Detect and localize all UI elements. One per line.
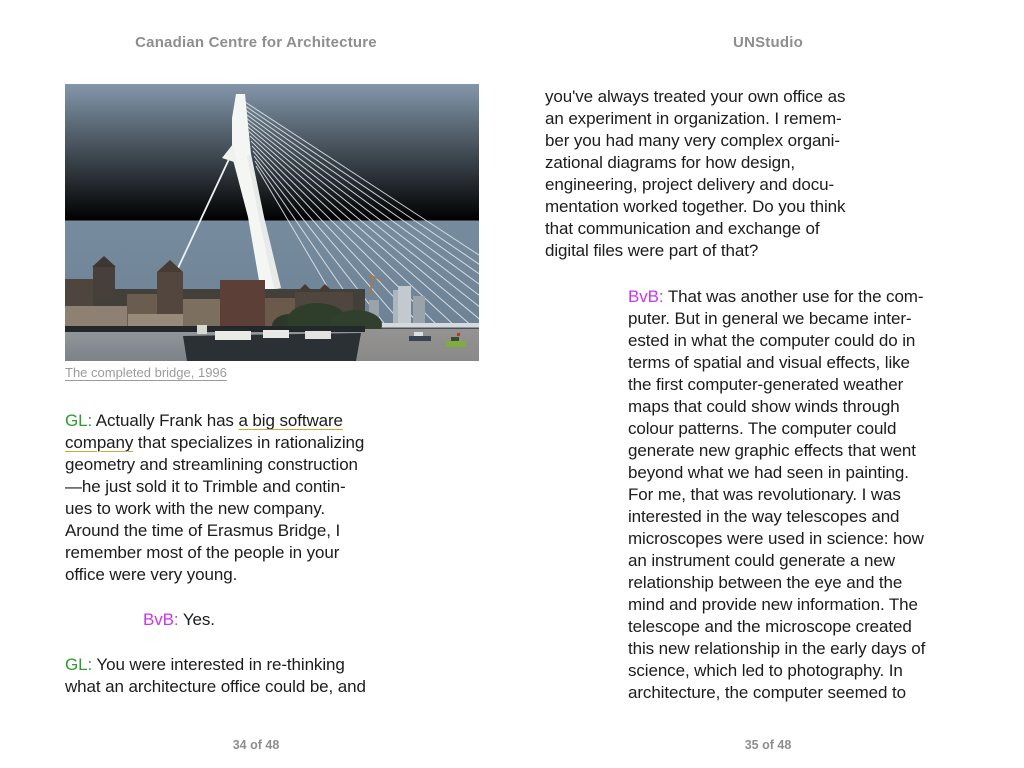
- text-segment: this new relationship in the early days of: [628, 639, 926, 658]
- dialogue-paragraph: [628, 286, 988, 704]
- text-segment: maps that could show winds through: [628, 397, 900, 416]
- text-line: [65, 498, 417, 520]
- text-line: [628, 286, 988, 308]
- text-line: [628, 308, 988, 330]
- text-segment: what an architecture office could be, and: [65, 677, 366, 696]
- text-line: [65, 676, 417, 698]
- speaker-label: BvB:: [143, 610, 179, 629]
- text-segment: you've always treated your own office as: [545, 87, 846, 106]
- text-line: [628, 440, 988, 462]
- text-line: [65, 564, 417, 586]
- text-line: [65, 410, 417, 432]
- text-line: [545, 240, 913, 262]
- text-segment: colour patterns. The computer could: [628, 419, 897, 438]
- text-segment: You were interested in re-thinking: [92, 655, 345, 674]
- text-segment: geometry and streamlining construction: [65, 455, 358, 474]
- bridge-photo-illustration: [65, 84, 479, 361]
- text-line: [545, 218, 913, 240]
- text-line: [628, 374, 988, 396]
- dialogue-paragraph: [545, 86, 913, 262]
- text-segment: digital files were part of that?: [545, 241, 759, 260]
- text-line: [628, 638, 988, 660]
- text-segment: Actually Frank has: [92, 411, 239, 430]
- text-line: [628, 550, 988, 572]
- text-segment: remember most of the people in your: [65, 543, 340, 562]
- text-segment: relationship between the eye and the: [628, 573, 903, 592]
- text-segment: that communication and exchange of: [545, 219, 820, 238]
- dialogue-paragraph: [65, 410, 417, 586]
- text-line: [628, 352, 988, 374]
- text-segment: ber you had many very complex organi-: [545, 131, 840, 150]
- speaker-label: GL:: [65, 655, 93, 674]
- text-segment: that specializes in rationalizing: [133, 433, 365, 452]
- text-line: [628, 462, 988, 484]
- text-segment: That was another use for the com-: [663, 287, 924, 306]
- text-line: [65, 520, 417, 542]
- speaker-label: GL:: [65, 411, 93, 430]
- text-segment: the first computer-generated weather: [628, 375, 904, 394]
- text-line: [628, 528, 988, 550]
- text-segment: an instrument could generate a new: [628, 551, 895, 570]
- speaker-label: BvB:: [628, 287, 664, 306]
- text-line: [65, 654, 417, 676]
- text-segment: mind and provide new information. The: [628, 595, 918, 614]
- text-line: [628, 572, 988, 594]
- text-line: [65, 542, 417, 564]
- text-line: [545, 196, 913, 218]
- right-page-number: 35 of 48: [744, 738, 792, 752]
- text-line: [65, 476, 417, 498]
- text-segment: zational diagrams for how design,: [545, 153, 795, 172]
- text-line: [65, 432, 417, 454]
- text-segment: mentation worked together. Do you think: [545, 197, 846, 216]
- text-line: [628, 396, 988, 418]
- text-segment: For me, that was revolutionary. I was: [628, 485, 901, 504]
- text-line: [628, 682, 988, 704]
- text-segment: puter. But in general we became inter-: [628, 309, 912, 328]
- text-line: [628, 418, 988, 440]
- text-segment: ues to work with the new company.: [65, 499, 326, 518]
- text-segment: beyond what we had seen in painting.: [628, 463, 909, 482]
- link-text[interactable]: company: [65, 433, 134, 452]
- dialogue-paragraph: [143, 609, 413, 631]
- text-segment: telescope and the microscope created: [628, 617, 912, 636]
- text-line: [628, 484, 988, 506]
- text-line: [628, 330, 988, 352]
- link-text[interactable]: a big software: [238, 411, 343, 430]
- text-segment: generate new graphic effects that went: [628, 441, 916, 460]
- text-segment: an experiment in organization. I remem-: [545, 109, 842, 128]
- text-segment: Around the time of Erasmus Bridge, I: [65, 521, 341, 540]
- text-line: [628, 506, 988, 528]
- text-line: [545, 86, 913, 108]
- left-running-header: Canadian Centre for Architecture: [135, 34, 377, 51]
- text-segment: engineering, project delivery and docu-: [545, 175, 835, 194]
- text-segment: science, which led to photography. In: [628, 661, 903, 680]
- text-segment: Yes.: [178, 610, 215, 629]
- right-running-header: UNStudio: [733, 34, 803, 51]
- bridge-photo: [65, 84, 479, 361]
- text-segment: —he just sold it to Trimble and contin-: [65, 477, 346, 496]
- text-line: [545, 174, 913, 196]
- text-segment: architecture, the computer seemed to: [628, 683, 906, 702]
- text-segment: microscopes were used in science: how: [628, 529, 924, 548]
- text-line: [545, 108, 913, 130]
- text-segment: ested in what the computer could do in: [628, 331, 916, 350]
- text-line: [143, 609, 413, 631]
- figure-caption: The completed bridge, 1996: [65, 365, 227, 380]
- text-segment: interested in the way telescopes and: [628, 507, 900, 526]
- text-line: [65, 454, 417, 476]
- text-line: [628, 594, 988, 616]
- text-line: [545, 152, 913, 174]
- text-line: [545, 130, 913, 152]
- dialogue-paragraph: [65, 654, 417, 698]
- text-segment: office were very young.: [65, 565, 238, 584]
- text-segment: terms of spatial and visual effects, like: [628, 353, 910, 372]
- text-line: [628, 660, 988, 682]
- text-line: [628, 616, 988, 638]
- left-page-number: 34 of 48: [232, 738, 280, 752]
